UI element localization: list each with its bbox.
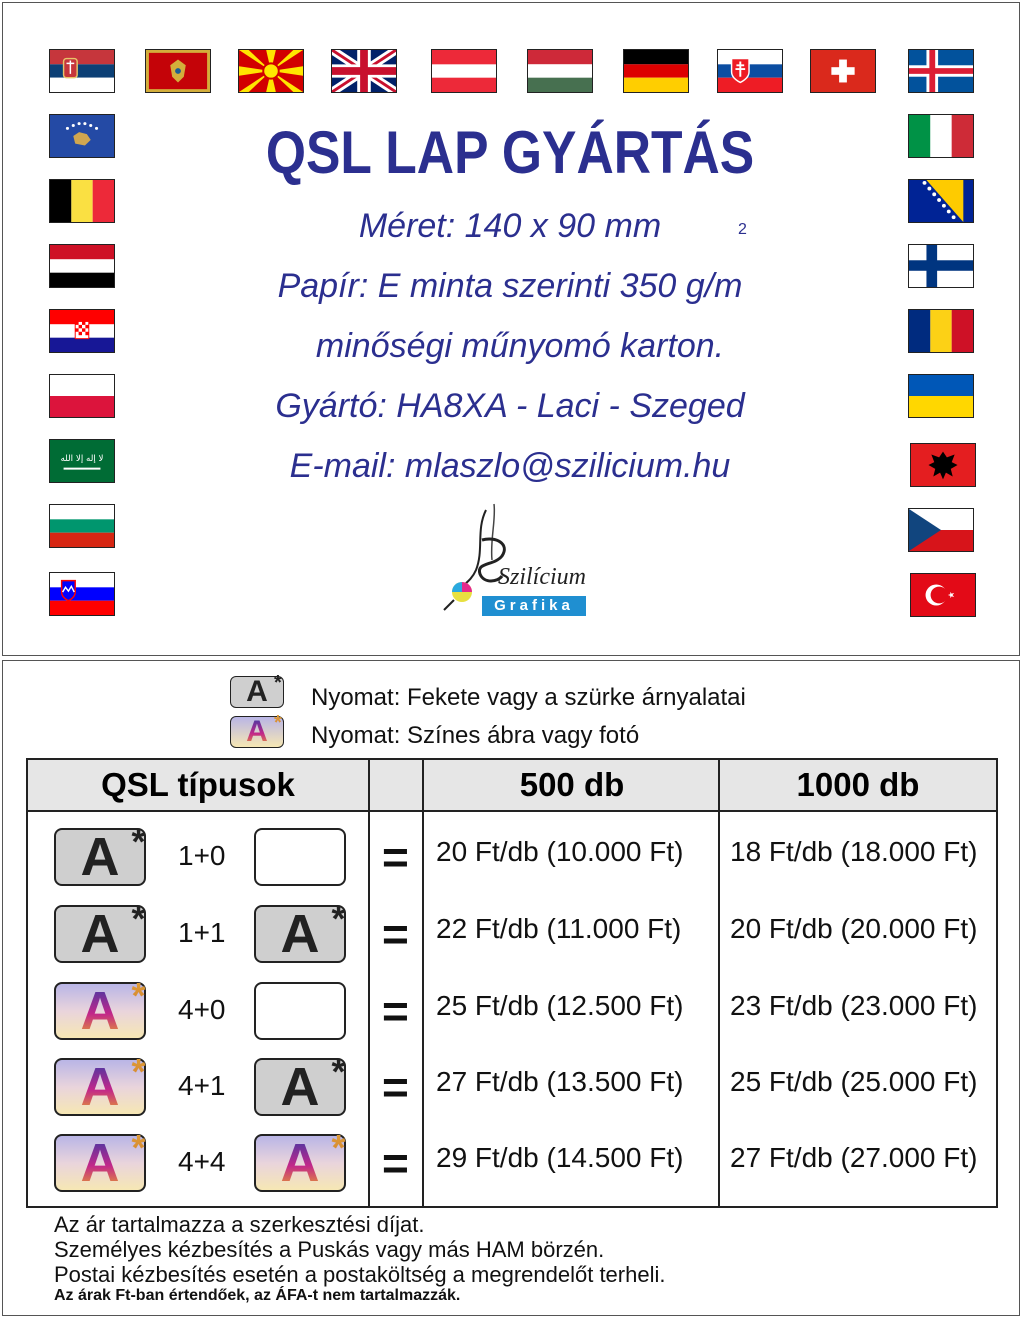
- email-line: E-mail: mlaszlo@szilicium.hu: [289, 447, 731, 485]
- flag-germany: [623, 49, 689, 93]
- color-combo: 1+1: [178, 917, 226, 948]
- color-combo: 1+0: [178, 840, 226, 871]
- print-type-back: A *: [254, 1058, 346, 1116]
- note-small: Az árak Ft-ban értendőek, az ÁFA-t nem tartalmazzák.: [54, 1287, 461, 1304]
- flag-bosnia-herzegovina: [908, 179, 974, 223]
- equals-sign: =: [382, 908, 409, 960]
- price-table: [26, 758, 998, 1208]
- note-line: Postai kézbesítés esetén a postaköltség a megrendelőt terheli.: [54, 1262, 666, 1287]
- flag-yemen: [49, 244, 115, 288]
- szilicium-logo: [436, 500, 596, 620]
- price-1000: 20 Ft/db (20.000 Ft): [730, 913, 978, 944]
- note-line: Az ár tartalmazza a szerkesztési díjat.: [54, 1212, 425, 1237]
- legend-bw-icon: A *: [230, 676, 284, 708]
- price-500: 27 Ft/db (13.500 Ft): [436, 1066, 684, 1097]
- flag-finland: [908, 244, 974, 288]
- header-500: 500 db: [424, 760, 720, 812]
- flag-iceland: [908, 49, 974, 93]
- flag-turkey: [910, 573, 976, 617]
- flag-north-macedonia: [238, 49, 304, 93]
- equals-sign: =: [382, 985, 409, 1037]
- print-type-front: A *: [54, 1058, 146, 1116]
- page-title: QSL LAP GYÁRTÁS: [265, 119, 755, 186]
- flag-austria: [431, 49, 497, 93]
- price-500: 22 Ft/db (11.000 Ft): [436, 913, 682, 944]
- size-line: Méret: 140 x 90 mm: [358, 207, 662, 245]
- print-type-front: A *: [54, 828, 146, 886]
- color-combo: 4+4: [178, 1146, 226, 1177]
- flag-slovenia: [49, 572, 115, 616]
- price-1000: 25 Ft/db (25.000 Ft): [730, 1066, 978, 1097]
- print-type-back: [254, 982, 346, 1040]
- flag-saudi-arabia: [49, 439, 115, 483]
- saudi-flag-script: لا إله إلا الله: [60, 454, 104, 464]
- flag-croatia: [49, 309, 115, 353]
- flag-kosovo: [49, 114, 115, 158]
- legend-bw-text: Nyomat: Fekete vagy a szürke árnyalatai: [311, 684, 746, 711]
- price-500: 25 Ft/db (12.500 Ft): [436, 990, 684, 1021]
- flag-united-kingdom: [331, 49, 397, 93]
- color-combo: 4+0: [178, 994, 226, 1025]
- flag-czech-republic: [908, 508, 974, 552]
- column-divider: [718, 760, 720, 1206]
- column-divider: [422, 760, 424, 1206]
- flag-italy: [908, 114, 974, 158]
- price-500: 29 Ft/db (14.500 Ft): [436, 1142, 684, 1173]
- flag-montenegro: [145, 49, 211, 93]
- print-type-back: [254, 828, 346, 886]
- flag-hungary: [527, 49, 593, 93]
- print-type-front: A *: [54, 905, 146, 963]
- column-divider: [368, 760, 370, 1206]
- maker-line: Gyártó: HA8XA - Laci - Szeged: [275, 387, 745, 425]
- print-type-front: A *: [54, 1134, 146, 1192]
- header-spacer: [368, 760, 424, 812]
- flag-slovakia: [717, 49, 783, 93]
- equals-sign: =: [382, 1137, 409, 1189]
- legend-color-text: Nyomat: Színes ábra vagy fotó: [311, 722, 640, 749]
- print-type-back: A *: [254, 1134, 346, 1192]
- logo-wordmark: Szilícium: [498, 564, 586, 590]
- equals-sign: =: [382, 1061, 409, 1113]
- flag-ukraine: [908, 374, 974, 418]
- flag-serbia: [49, 49, 115, 93]
- print-type-front: A *: [54, 982, 146, 1040]
- flag-belgium: [49, 179, 115, 223]
- paper-line: Papír: E minta szerinti 350 g/m: [277, 267, 743, 305]
- price-1000: 23 Ft/db (23.000 Ft): [730, 990, 978, 1021]
- price-1000: 18 Ft/db (18.000 Ft): [730, 836, 978, 867]
- flag-albania: [910, 443, 976, 487]
- print-type-back: A *: [254, 905, 346, 963]
- flag-romania: [908, 309, 974, 353]
- price-500: 20 Ft/db (10.000 Ft): [436, 836, 684, 867]
- flag-switzerland: [810, 49, 876, 93]
- logo-subtitle: Grafika: [494, 597, 574, 614]
- legend-color-icon: A *: [230, 716, 284, 748]
- price-1000: 27 Ft/db (27.000 Ft): [730, 1142, 978, 1173]
- equals-sign: =: [382, 831, 409, 883]
- size-superscript: 2: [738, 221, 747, 238]
- flag-poland: [49, 374, 115, 418]
- note-line: Személyes kézbesítés a Puskás vagy más HAM börzén.: [54, 1237, 605, 1262]
- header-1000: 1000 db: [720, 760, 996, 812]
- header-qsl-types: QSL típusok: [28, 760, 368, 812]
- footnotes: [54, 1212, 665, 1305]
- paper-line-2: minőségi műnyomó karton.: [315, 327, 725, 365]
- flag-bulgaria: [49, 504, 115, 548]
- color-combo: 4+1: [178, 1070, 226, 1101]
